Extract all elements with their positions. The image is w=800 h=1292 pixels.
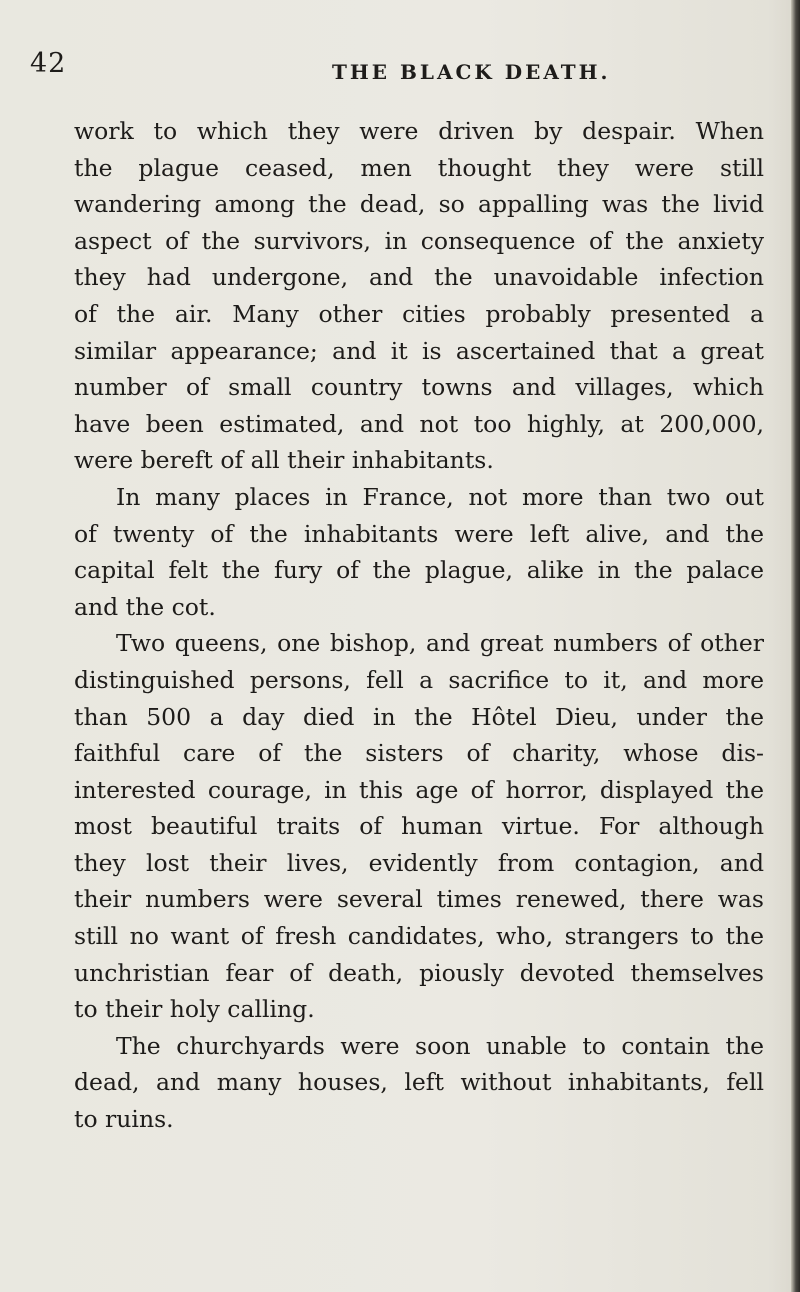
paragraph-4 [74, 1028, 764, 1138]
text-line: than 500 a day died in the Hôtel Dieu, under the [74, 702, 764, 731]
text-line: their numbers were several times renewed, there was [74, 885, 764, 914]
text-line: most beautiful traits of human virtue. For although [74, 812, 764, 841]
body-text [74, 113, 764, 1138]
page-header [30, 44, 770, 88]
text-line: dead, and many houses, left without inhabitants, fell [74, 1068, 764, 1097]
text-line: number of small country towns and villages, which [74, 373, 764, 402]
paragraph-2 [74, 479, 764, 625]
running-head: THE BLACK DEATH. [332, 60, 611, 84]
text-line: of the air. Many other cities probably presented a [74, 299, 764, 328]
text-line: still no want of fresh candidates, who, strangers to the [74, 922, 764, 951]
text-line: the plague ceased, men thought they were still [74, 153, 764, 182]
text-line: capital felt the fury of the plague, alike in the palace [74, 556, 764, 585]
text-line: have been estimated, and not too highly, at 200,000, [74, 409, 764, 438]
paragraph-3 [74, 625, 764, 1028]
text-line: to their holy calling. [74, 995, 315, 1024]
text-line: interested courage, in this age of horror, displayed the [74, 775, 764, 804]
text-line: of twenty of the inhabitants were left alive, and the [74, 519, 764, 548]
text-line: were bereft of all their inhabitants. [74, 446, 494, 475]
text-line: similar appearance; and it is ascertained that a great [74, 336, 764, 365]
page-edge-shadow [791, 0, 800, 1292]
text-line: aspect of the survivors, in consequence of the anxiety [74, 226, 764, 255]
text-line: Two queens, one bishop, and great numbers of other [116, 629, 764, 658]
page-number: 42 [30, 48, 67, 79]
text-line: The churchyards were soon unable to contain the [116, 1031, 764, 1060]
text-line: faithful care of the sisters of charity, whose dis- [74, 739, 764, 768]
text-line: they lost their lives, evidently from contagion, and [74, 848, 764, 877]
text-line: In many places in France, not more than two out [116, 482, 764, 511]
text-line: work to which they were driven by despair. When [74, 117, 764, 145]
text-line: and the cot. [74, 592, 216, 621]
paragraph-1 [74, 113, 764, 479]
text-line: distinguished persons, fell a sacrifice to it, and more [74, 665, 764, 694]
text-line: wandering among the dead, so appalling was the livid [74, 190, 764, 219]
text-line: they had undergone, and the unavoidable infection [74, 263, 764, 292]
text-line: unchristian fear of death, piously devoted themselves [74, 958, 764, 987]
text-line: to ruins. [74, 1105, 174, 1134]
